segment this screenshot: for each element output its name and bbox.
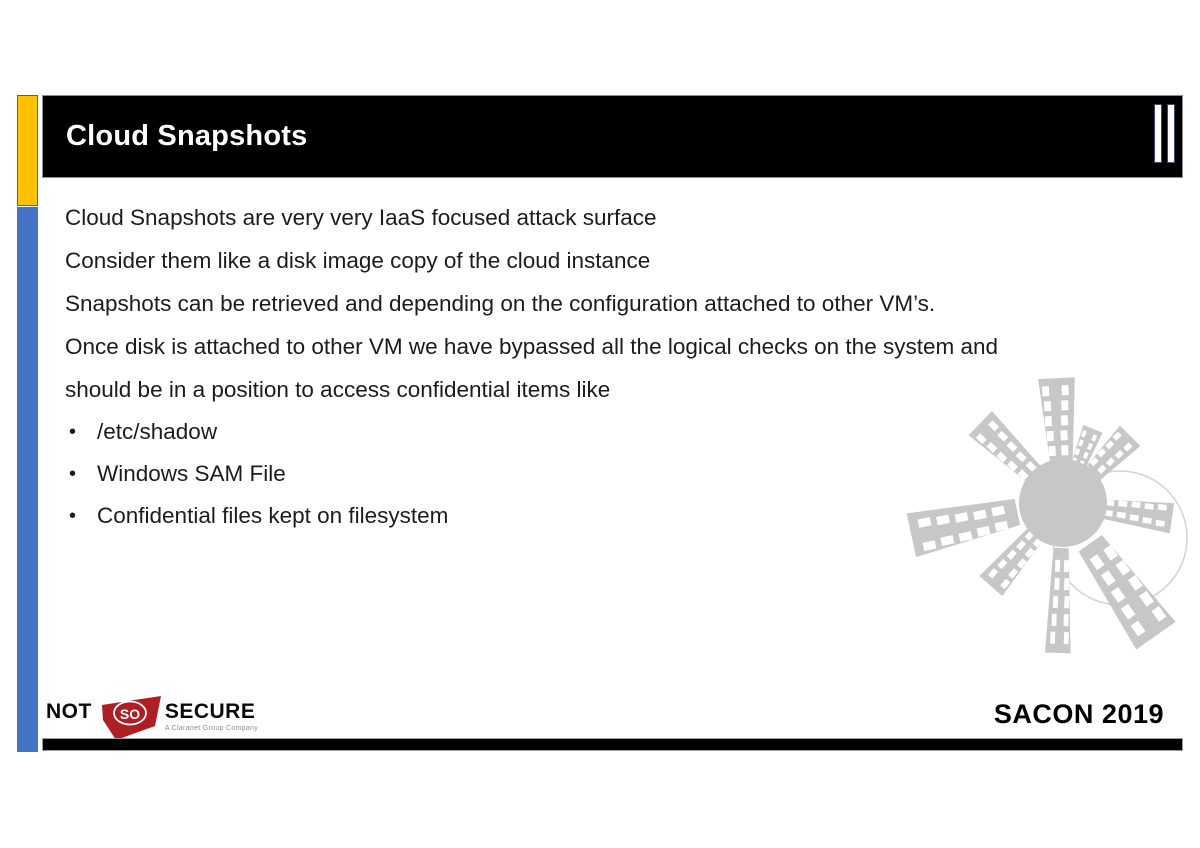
bullet-dot-icon: •: [69, 463, 77, 485]
logo-red-shape-icon: [94, 694, 162, 740]
body-line: Cloud Snapshots are very very IaaS focused attack surface: [65, 205, 657, 230]
notsosecure-logo: [46, 694, 258, 740]
body-line: Once disk is attached to other VM we have bypassed all the logical checks on the system and: [65, 334, 999, 359]
vertical-bar-icon: [1154, 104, 1162, 163]
logo-so-label: SO: [119, 706, 140, 722]
event-label: SACON 2019: [993, 699, 1164, 729]
bullet-dot-icon: •: [69, 505, 77, 527]
bullet-item-label: /etc/shadow: [97, 419, 218, 444]
slide-title-bar: [42, 95, 1183, 178]
bullet-item-label: Windows SAM File: [97, 461, 286, 486]
logo-secure-block: [165, 700, 258, 732]
city-aerial-graphic: [893, 372, 1193, 682]
double-vertical-bars-icon: [1154, 104, 1175, 163]
body-line: Consider them like a disk image copy of the cloud instance: [65, 248, 651, 273]
bullet-dot-icon: •: [69, 421, 77, 443]
accent-bar-blue: [17, 207, 38, 752]
logo-not-label: NOT: [46, 700, 92, 723]
accent-bar-yellow: [17, 95, 38, 206]
footer-bar: [42, 738, 1183, 751]
body-line: should be in a position to access confidential items like: [65, 377, 611, 402]
body-line: Snapshots can be retrieved and depending on the configuration attached to other VM’s.: [65, 291, 936, 316]
slide-title: Cloud Snapshots: [66, 120, 308, 152]
logo-secure-label: SECURE: [164, 700, 256, 723]
bullet-item-label: Confidential files kept on filesystem: [97, 503, 449, 528]
logo-tagline: A Claranet Group Company: [164, 725, 259, 732]
vertical-bar-icon: [1167, 104, 1175, 163]
